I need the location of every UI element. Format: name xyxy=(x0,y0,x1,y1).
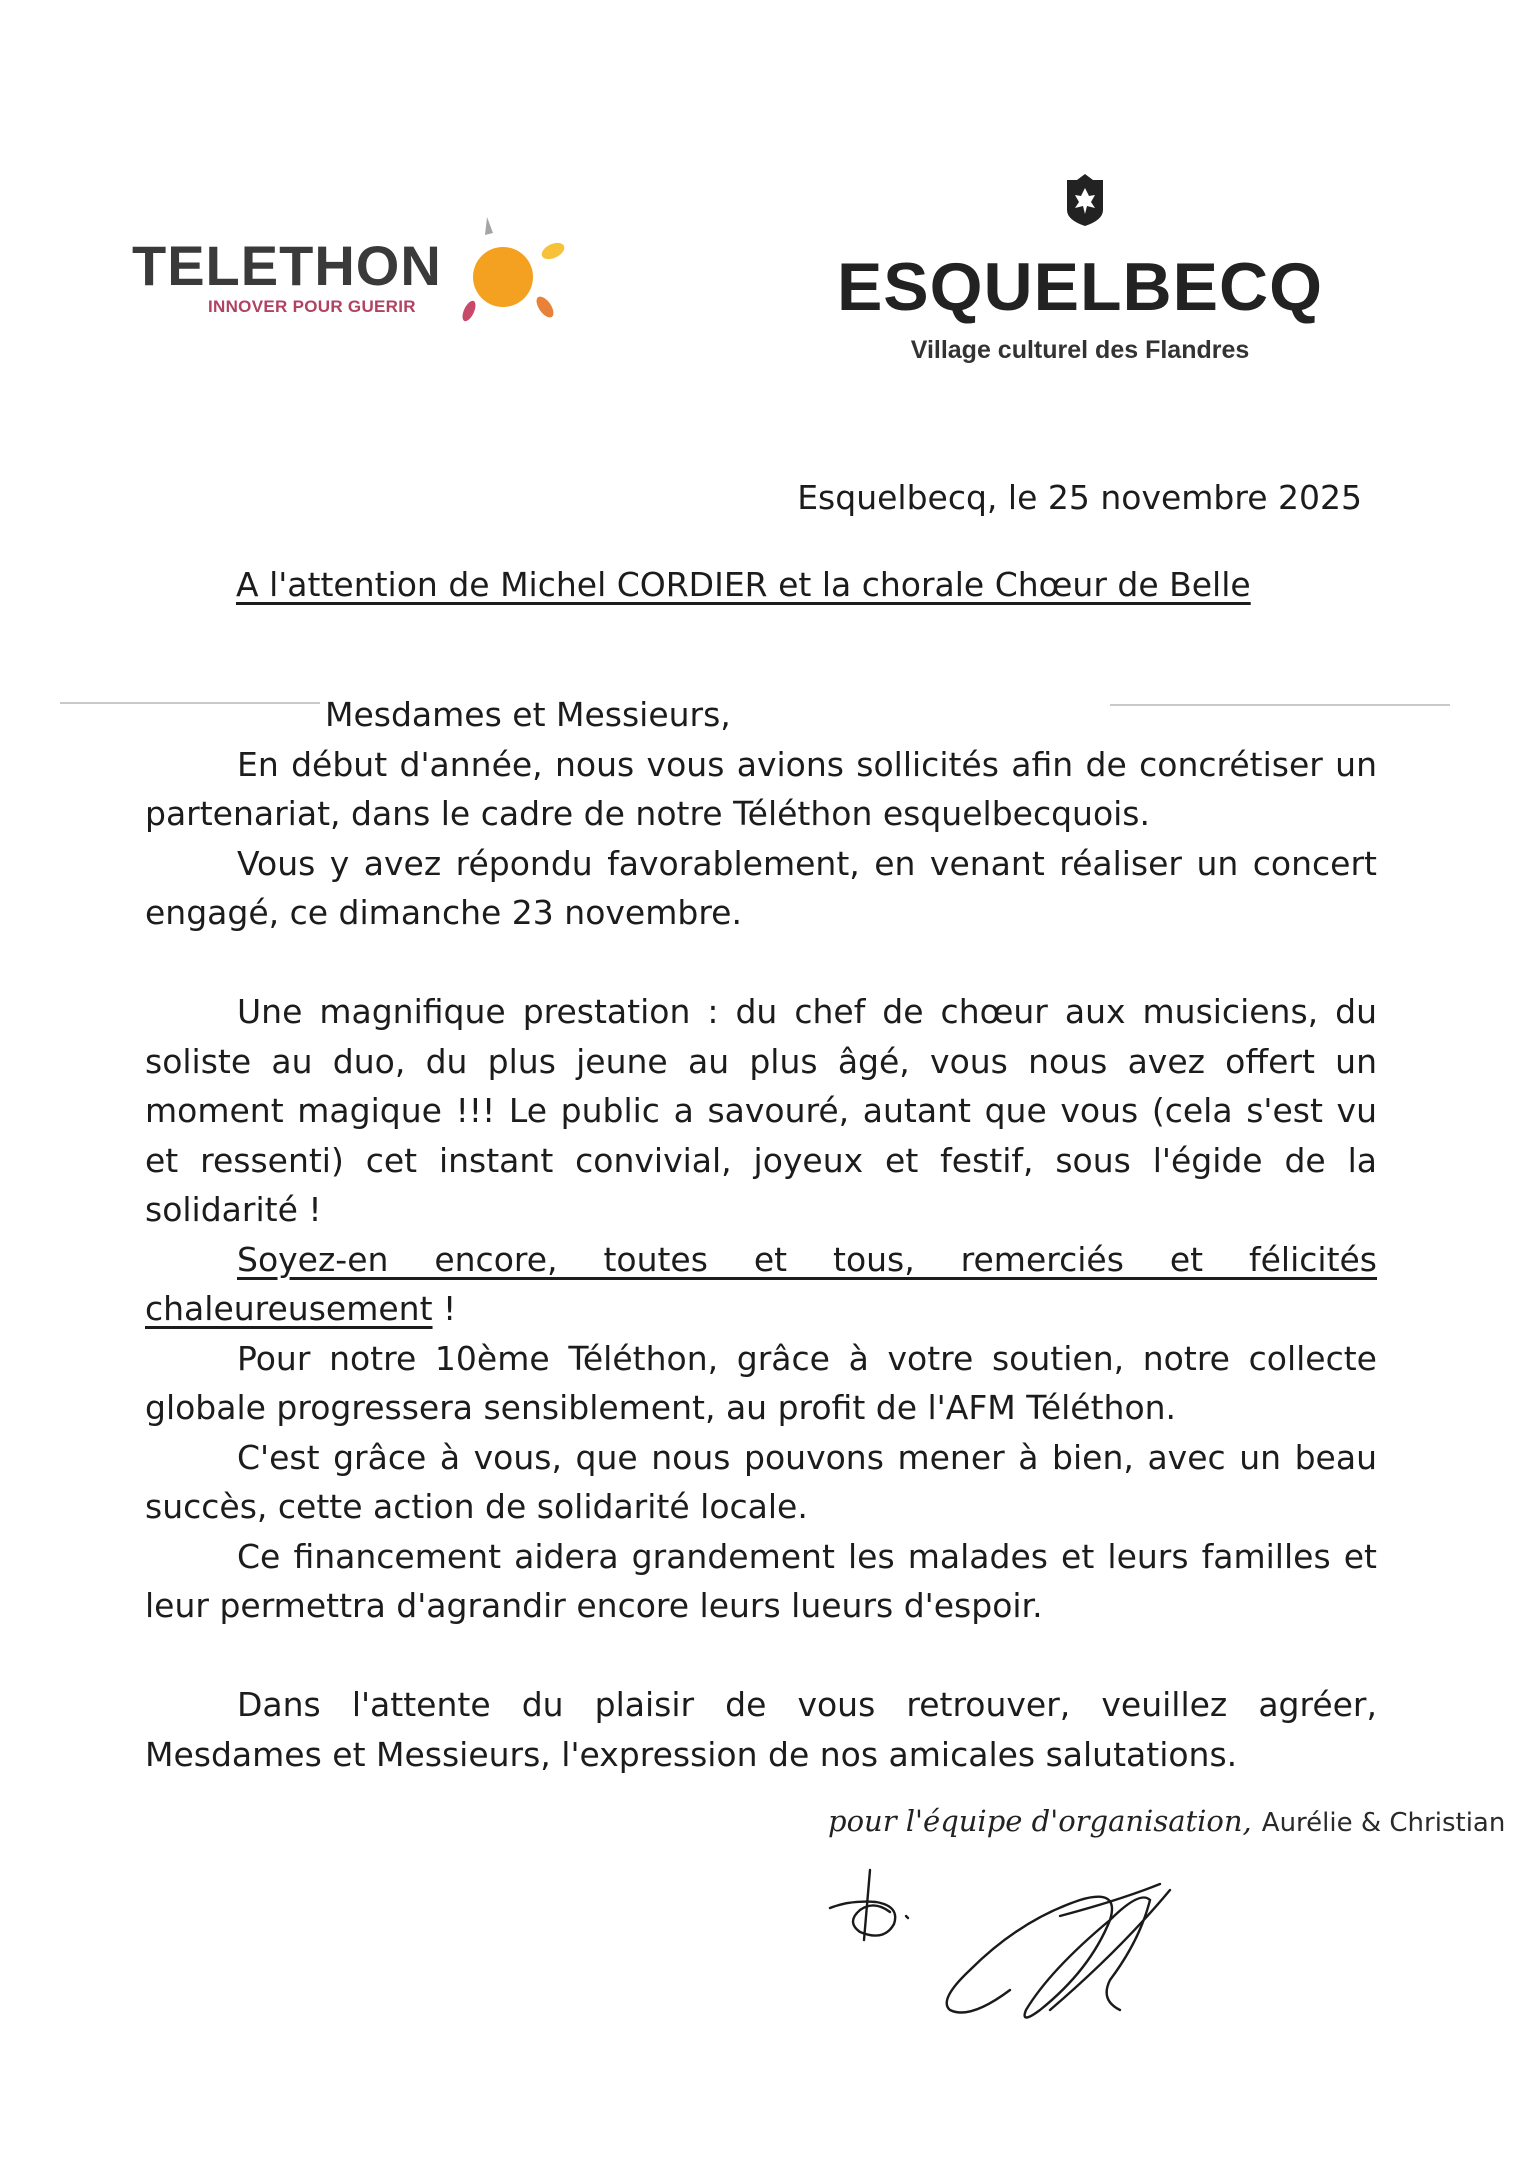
telethon-logo-tagline: INNOVER POUR GUERIR xyxy=(208,297,416,316)
letter-paragraph: C'est grâce à vous, que nous pouvons mener à bien, avec un beau succès, cette action de solidarité locale. xyxy=(145,1437,1377,1526)
letter-paragraph-thanks xyxy=(145,1235,1377,1334)
signature-team-line: pour l'équipe d'organisation, xyxy=(828,1804,1252,1838)
signature-names: Aurélie & Christian xyxy=(1261,1808,1506,1838)
telethon-logo xyxy=(132,215,572,335)
letter-salutation: Mesdames et Messieurs, xyxy=(325,695,731,734)
letter-paragraph: En début d'année, nous vous avions sollicités afin de concrétiser un partenariat, dans le cadre de notre Téléthon esquelbecquois. xyxy=(145,744,1377,833)
handwritten-signatures xyxy=(820,1860,1240,2040)
letter-paragraph: Ce financement aidera grandement les malades et leurs familles et leur permettra d'agrandir encore leurs lueurs d'espoir. xyxy=(145,1536,1377,1625)
shield-leaf-icon xyxy=(1065,174,1105,226)
esquelbecq-logo-tagline: Village culturel des Flandres xyxy=(910,336,1250,364)
esquelbecq-logo-name: ESQUELBECQ xyxy=(836,249,1324,325)
letter-thanks-end: ! xyxy=(432,1289,457,1328)
esquelbecq-logo xyxy=(820,170,1360,370)
letter-recipient: A l'attention de Michel CORDIER et la chorale Chœur de Belle xyxy=(236,565,1251,604)
letter-thanks-underlined: Soyez-en encore, toutes et tous, remerciés et félicités chaleureusement xyxy=(145,1239,1377,1328)
signature-caption xyxy=(828,1804,1505,1838)
telethon-logo-name: TELETHON xyxy=(132,234,442,297)
letter-paragraph: Vous y avez répondu favorablement, en venant réaliser un concert engagé, ce dimanche 23 novembre. xyxy=(145,843,1377,932)
telethon-sun-icon xyxy=(457,215,567,330)
letter-paragraph: Une magnifique prestation : du chef de chœur aux musiciens, du soliste au duo, du plus jeune au plus âgé, vous nous avez offert un moment magique !!! Le public a savouré, autant que vous (cela s'est vu et ressenti) cet instant convivial, joyeux et festif, sous l'égide de la solidarité ! xyxy=(145,992,1377,1229)
letter-date: Esquelbecq, le 25 novembre 2025 xyxy=(797,478,1362,517)
letter-paragraph: Pour notre 10ème Téléthon, grâce à votre soutien, notre collecte globale progressera sensiblement, au profit de l'AFM Téléthon. xyxy=(145,1338,1377,1427)
letter-closing: Dans l'attente du plaisir de vous retrouver, veuillez agréer, Mesdames et Messieurs, l'expression de nos amicales salutations. xyxy=(145,1685,1377,1774)
letter-body xyxy=(145,690,1377,1779)
